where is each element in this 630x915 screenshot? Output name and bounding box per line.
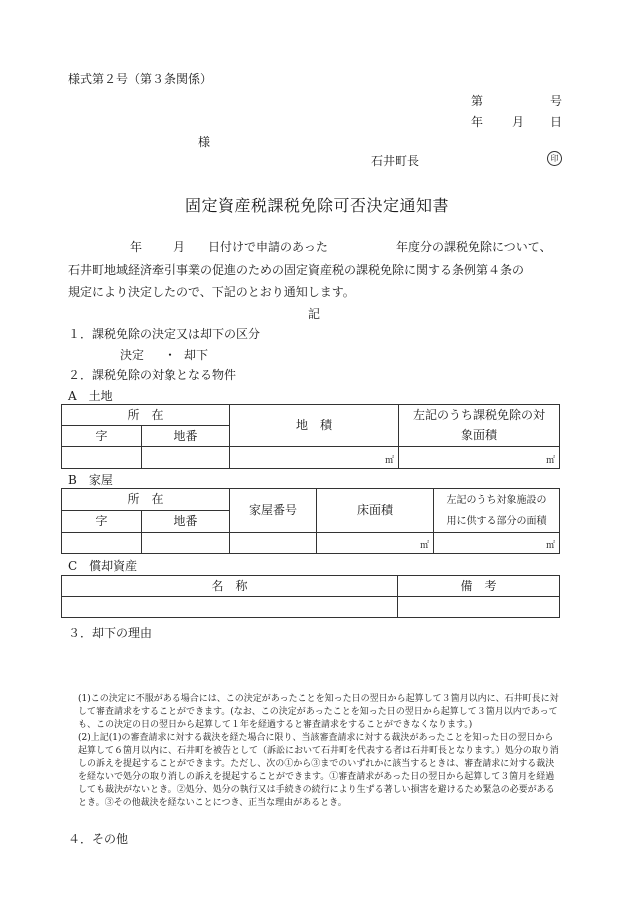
issuer-name: 石井町長 <box>371 154 420 168</box>
land-table <box>61 404 560 469</box>
doc-number-suffix: 号 <box>550 94 563 108</box>
note-1: (1)この決定に不服がある場合には、この決定があったことを知った日の翌日から起算して３箇月以内に、石井町長に対して審査請求をすることができます。(なお、この決定があったことを知った日の翌日から起算して３箇月以内であっても、この決定の日の翌日から起算して１年を経過すると審査請求をすることができなくなります。) <box>78 694 559 730</box>
section-2-heading: ２．課税免除の対象となる物件 <box>68 368 237 382</box>
date-year: 年 <box>471 115 484 129</box>
depreciable-name-header: 名 称 <box>62 576 398 597</box>
depreciable-remarks-header: 備 考 <box>398 576 560 597</box>
depreciable-remarks-cell[interactable] <box>398 597 560 618</box>
body-date-text: 日付けで申請のあった <box>208 240 328 254</box>
date-month: 月 <box>512 115 525 129</box>
house-floor-area-cell[interactable]: ㎡ <box>317 533 434 554</box>
note-2: (2)上記(1)の審査請求に対する裁決を経た場合に限り、当該審査請求に対する裁決があったことを知った日の翌日から起算して６箇月以内に、石井町を被告として（訴訟において石井町を代表する者は石井町長となります。）処分の取り消しの訴えを提起することができます。ただし、次の①から③までのいずれかに該当するときは、審査請求に対する裁決を経ないで処分の取り消しの訴えを提起することができます。①審査請求があった日の翌日から起算して３箇月を経過しても裁決がないとき。②処分、処分の執行又は手続きの続行により生ずる著しい損害を避けるため緊急の必要があるとき。③その他裁決を経ないことにつき、正当な理由があるとき。 <box>78 733 559 808</box>
house-aza-cell[interactable] <box>62 533 142 554</box>
land-exempt-area-header <box>399 405 560 447</box>
addressee-suffix: 様 <box>198 135 211 149</box>
land-label: A 土地 <box>68 389 113 403</box>
house-chiban-cell[interactable] <box>142 533 230 554</box>
document-title: 固定資産税課税免除可否決定通知書 <box>185 196 450 215</box>
body-line-3: 規定により決定したので、下記のとおり通知します。 <box>68 285 355 299</box>
land-exempt-area-line1: 左記のうち課税免除の対 <box>413 408 546 422</box>
house-floor-area-header: 床面積 <box>317 489 434 533</box>
house-number-cell[interactable] <box>230 533 317 554</box>
body-year: 年 <box>130 240 143 254</box>
section-3-heading: ３．却下の理由 <box>68 626 153 640</box>
option-reject: 却下 <box>184 348 209 362</box>
house-target-area-line1: 左記のうち対象施設の <box>446 494 547 506</box>
land-aza-cell[interactable] <box>62 446 142 468</box>
legal-notes <box>78 693 562 810</box>
seal-icon: 印 <box>547 151 562 166</box>
depreciable-table <box>61 575 560 618</box>
body-line-2: 石井町地域経済牽引事業の促進のための固定資産税の課税免除に関する条例第４条の <box>68 263 525 277</box>
doc-number-prefix: 第 <box>471 94 484 108</box>
land-area-cell[interactable]: ㎡ <box>230 446 399 468</box>
form-number: 様式第２号（第３条関係） <box>68 72 213 86</box>
body-month: 月 <box>173 240 186 254</box>
house-target-area-line2: 用に供する部分の面積 <box>446 515 547 527</box>
section-4-heading: ４．その他 <box>68 832 129 846</box>
house-number-header: 家屋番号 <box>230 489 317 533</box>
house-target-area-header <box>434 489 560 533</box>
land-location-header: 所 在 <box>62 405 230 426</box>
depreciable-label: C 償却資産 <box>68 559 138 573</box>
ki-marker: 記 <box>308 307 321 321</box>
house-table <box>61 488 560 554</box>
depreciable-name-cell[interactable] <box>62 597 398 618</box>
house-aza-header: 字 <box>62 511 142 533</box>
house-target-area-cell[interactable]: ㎡ <box>434 533 560 554</box>
land-chiban-cell[interactable] <box>142 446 230 468</box>
land-exempt-area-cell[interactable]: ㎡ <box>399 446 560 468</box>
house-location-header: 所 在 <box>62 489 230 511</box>
land-area-header: 地 積 <box>230 405 399 447</box>
section-1-heading: １．課税免除の決定又は却下の区分 <box>68 327 261 341</box>
land-aza-header: 字 <box>62 425 142 446</box>
land-exempt-area-line2: 象面積 <box>461 428 498 443</box>
date-day: 日 <box>550 115 563 129</box>
house-label: B 家屋 <box>68 473 113 487</box>
body-fiscal-year-text: 年度分の課税免除について、 <box>396 240 552 254</box>
option-separator: ・ <box>164 348 177 362</box>
option-approve: 決定 <box>120 348 145 362</box>
land-chiban-header: 地番 <box>142 425 230 446</box>
house-chiban-header: 地番 <box>142 511 230 533</box>
